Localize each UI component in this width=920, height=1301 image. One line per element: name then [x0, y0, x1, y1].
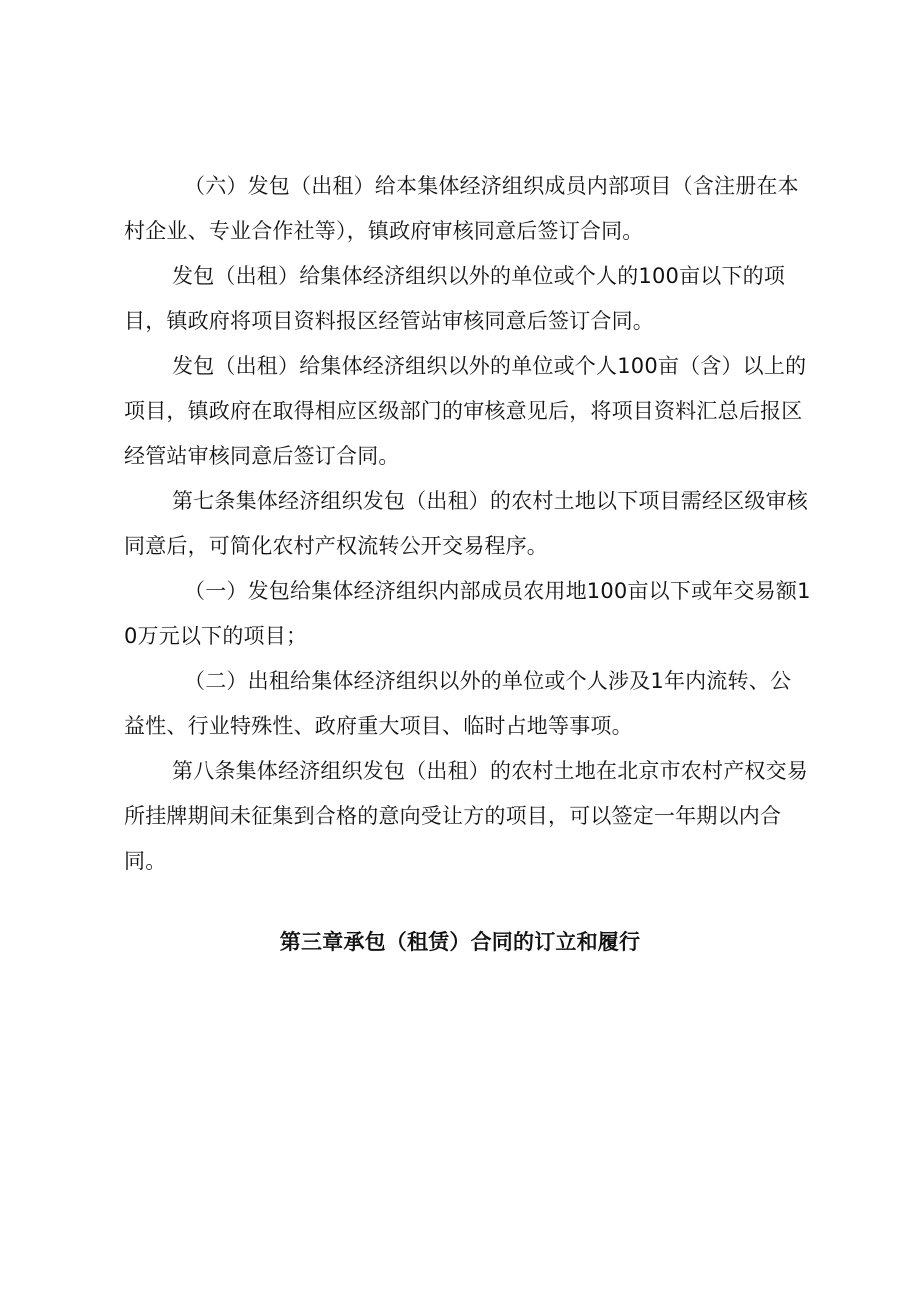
paragraph-under-100-mu: 发包（出租）给集体经济组织以外的单位或个人的100亩以下的项目，镇政府将项目资料报区经管站审核同意后签订合同。: [124, 264, 786, 333]
paragraph-article-8: 第八条集体经济组织发包（出租）的农村土地在北京市农村产权交易所挂牌期间未征集到合格的意向受让方的项目，可以签定一年期以内合同。: [124, 759, 808, 873]
chapter-heading: 第三章承包（租赁）合同的订立和履行: [279, 930, 641, 954]
paragraph-item-6: （六）发包（出租）给本集体经济组织成员内部项目（含注册在本村企业、专业合作社等），镇政府审核同意后签订合同。: [124, 174, 799, 243]
paragraph-article-7: 第七条集体经济组织发包（出租）的农村土地以下项目需经区级审核同意后，可简化农村产权流转公开交易程序。: [124, 489, 808, 558]
paragraph-item-2: （二）出租给集体经济组织以外的单位或个人涉及1年内流转、公益性、行业特殊性、政府重大项目、临时占地等事项。: [124, 669, 792, 738]
paragraph-item-1: （一）发包给集体经济组织内部成员农用地100亩以下或年交易额10万元以下的项目；: [124, 579, 811, 648]
paragraph-over-100-mu: 发包（出租）给集体经济组织以外的单位或个人100亩（含）以上的项目，镇政府在取得相应区级部门的审核意见后，将项目资料汇总后报区经管站审核同意后签订合同。: [124, 354, 807, 468]
